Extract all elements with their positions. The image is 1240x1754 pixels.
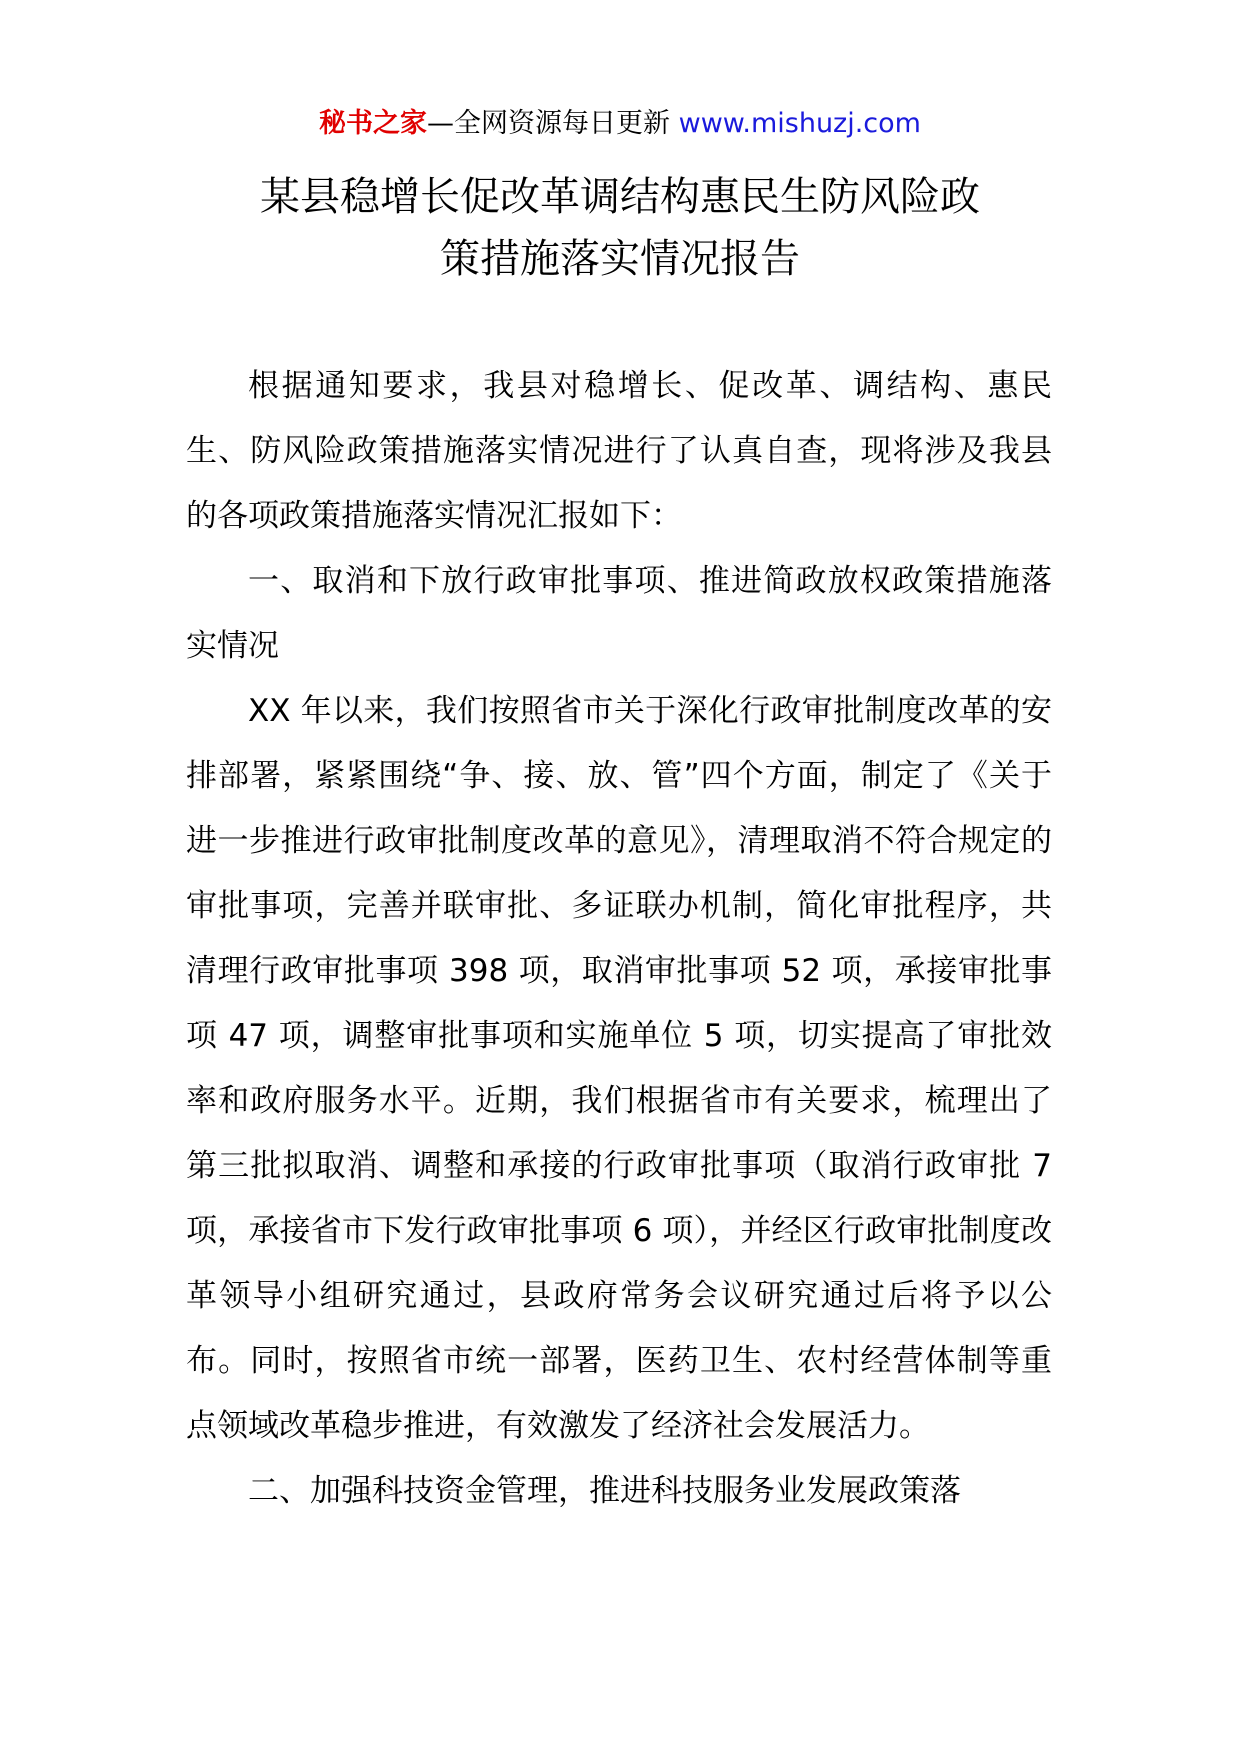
- header-tagline: —全网资源每日更新: [427, 108, 679, 139]
- intro-paragraph: 根据通知要求，我县对稳增长、促改革、调结构、惠民生、防风险政策措施落实情况进行了认真自查，现将涉及我县的各项政策措施落实情况汇报如下：: [186, 368, 1052, 534]
- title-line-2: 策措施落实情况报告: [440, 236, 800, 282]
- section-heading-1: 一、取消和下放行政审批事项、推进简政放权政策措施落实情况: [186, 563, 1052, 664]
- site-header: [0, 104, 1240, 144]
- brand-name: 秘书之家: [319, 108, 428, 139]
- title-line-1: 某县稳增长促改革调结构惠民生防风险政: [260, 174, 980, 220]
- site-url-link[interactable]: www.mishuzj.com: [678, 108, 921, 139]
- document-title: [150, 166, 1090, 290]
- section-1-paragraph: XX 年以来，我们按照省市关于深化行政审批制度改革的安排部署，紧紧围绕“争、接、放、管”四个方面，制定了《关于进一步推进行政审批制度改革的意见》，清理取消不符合规定的审批事项，完善并联审批、多证联办机制，简化审批程序，共清理行政审批事项 398 项，取消审批事项 52 项，承接审批事项 47 项，调整审批事项和实施单位 5 项，切实提高了审批效率和政府服务水平。近期，我们根据省市有关要求，梳理出了第三批拟取消、调整和承接的行政审批事项（取消行政审批 7 项，承接省市下发行政审批事项 6 项），并经区行政审批制度改革领导小组研究通过，县政府常务会议研究通过后将予以公布。同时，按照省市统一部署，医药卫生、农村经营体制等重点领域改革稳步推进，有效激发了经济社会发展活力。: [186, 693, 1052, 1444]
- section-heading-2: 二、加强科技资金管理，推进科技服务业发展政策落: [248, 1473, 961, 1509]
- document-body: [186, 354, 1052, 1524]
